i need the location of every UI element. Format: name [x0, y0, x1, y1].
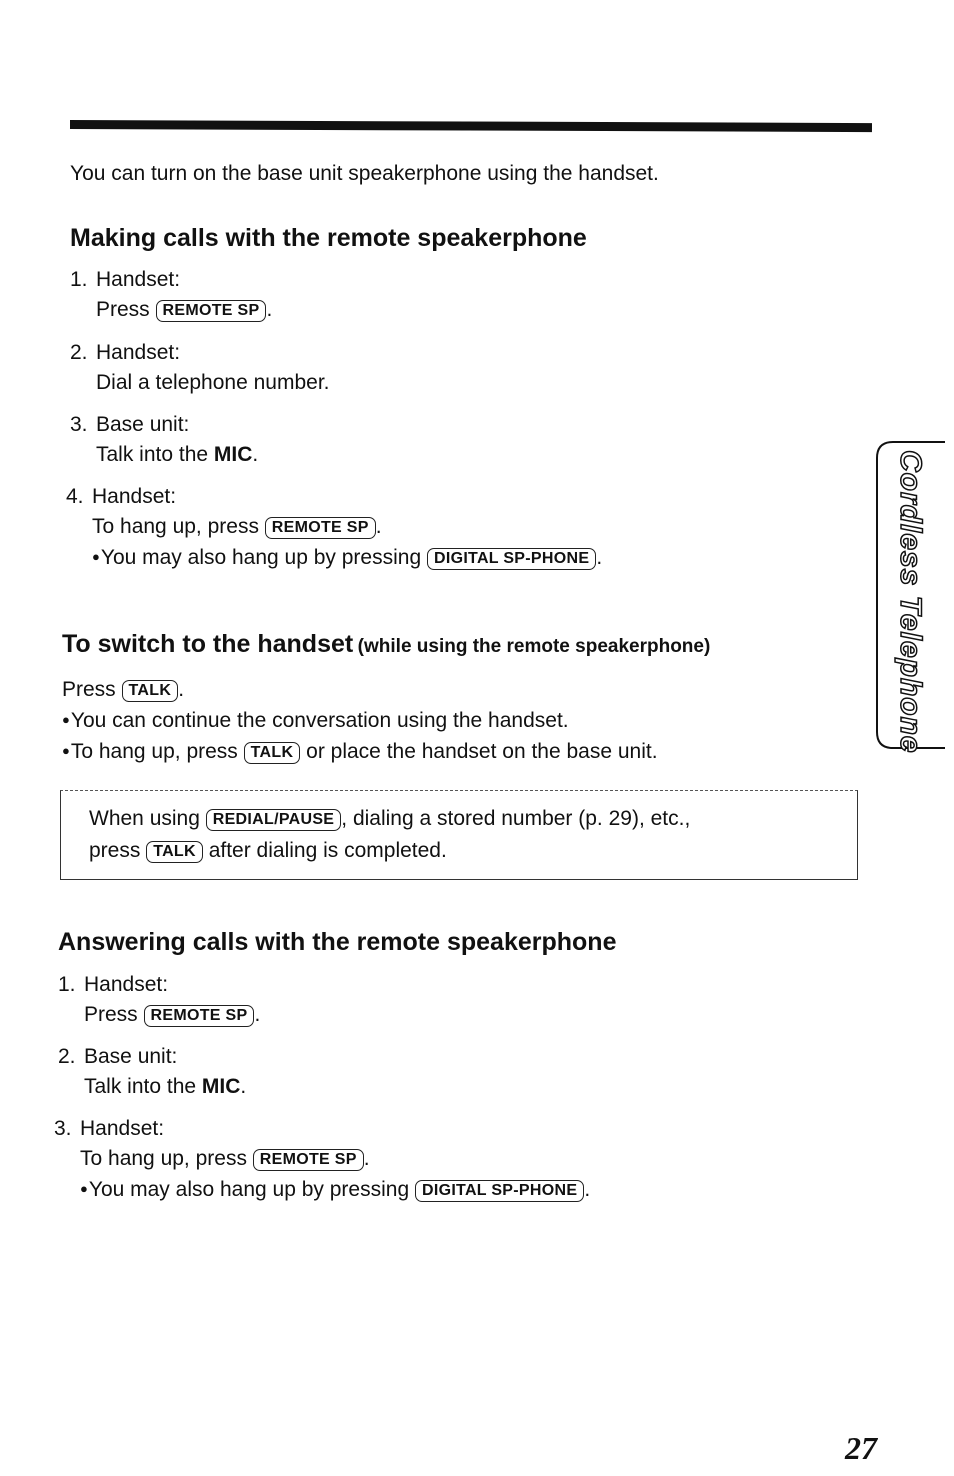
side-tab-label: Cordless Telephone: [894, 450, 927, 754]
list-item: 1. Handset: Press REMOTE SP .: [70, 268, 273, 321]
bullet-item: ● To hang up, press TALK or place the handset on the base unit.: [62, 736, 658, 767]
list-item: 4. Handset: To hang up, press REMOTE SP . ● You may also hang up by pressing DIGITAL SP-PHONE .: [66, 482, 602, 573]
list-item: 2. Handset: Dial a telephone number.: [70, 341, 330, 394]
page-number: 27: [845, 1430, 877, 1466]
talk-key: TALK: [146, 841, 203, 863]
list-item: 2. Base unit: Talk into the MIC.: [58, 1045, 247, 1098]
list-item: 3. Handset: To hang up, press REMOTE SP . ● You may also hang up by pressing DIGITAL SP-PHONE .: [54, 1114, 590, 1205]
bullet-item: ● You can continue the conversation using the handset.: [62, 705, 658, 736]
list-item: 1. Handset: Press REMOTE SP .: [58, 973, 261, 1026]
digital-sp-phone-key: DIGITAL SP-PHONE: [415, 1180, 584, 1202]
intro-text: You can turn on the base unit speakerphone using the handset.: [70, 162, 659, 185]
section-heading-answering: Answering calls with the remote speakerphone: [58, 928, 617, 956]
note-text: When using REDIAL/PAUSE , dialing a stored number (p. 29), etc., press TALK after dialing is completed.: [89, 807, 691, 862]
bullet-item: ● You may also hang up by pressing DIGITAL SP-PHONE .: [80, 1174, 590, 1205]
bullet-item: ● You may also hang up by pressing DIGITAL SP-PHONE .: [92, 542, 602, 573]
talk-key: TALK: [244, 742, 301, 764]
switch-instructions: Press TALK . ● You can continue the conversation using the handset. ● To hang up, press TALK or place the handset on the base unit.: [62, 675, 658, 767]
remote-sp-key: REMOTE SP: [144, 1005, 255, 1027]
section-heading-switch: To switch to the handset (while using the remote speakerphone): [62, 630, 711, 658]
list-item: 3. Base unit: Talk into the MIC.: [70, 413, 259, 466]
top-rule: [70, 120, 872, 132]
note-box: [60, 790, 858, 880]
section-heading-making-calls: Making calls with the remote speakerphone: [70, 224, 587, 252]
talk-key: TALK: [122, 680, 179, 702]
side-tab: [873, 440, 953, 754]
remote-sp-key: REMOTE SP: [156, 300, 267, 322]
redial-pause-key: REDIAL/PAUSE: [206, 809, 342, 831]
remote-sp-key: REMOTE SP: [253, 1149, 364, 1171]
remote-sp-key: REMOTE SP: [265, 517, 376, 539]
digital-sp-phone-key: DIGITAL SP-PHONE: [427, 548, 596, 570]
